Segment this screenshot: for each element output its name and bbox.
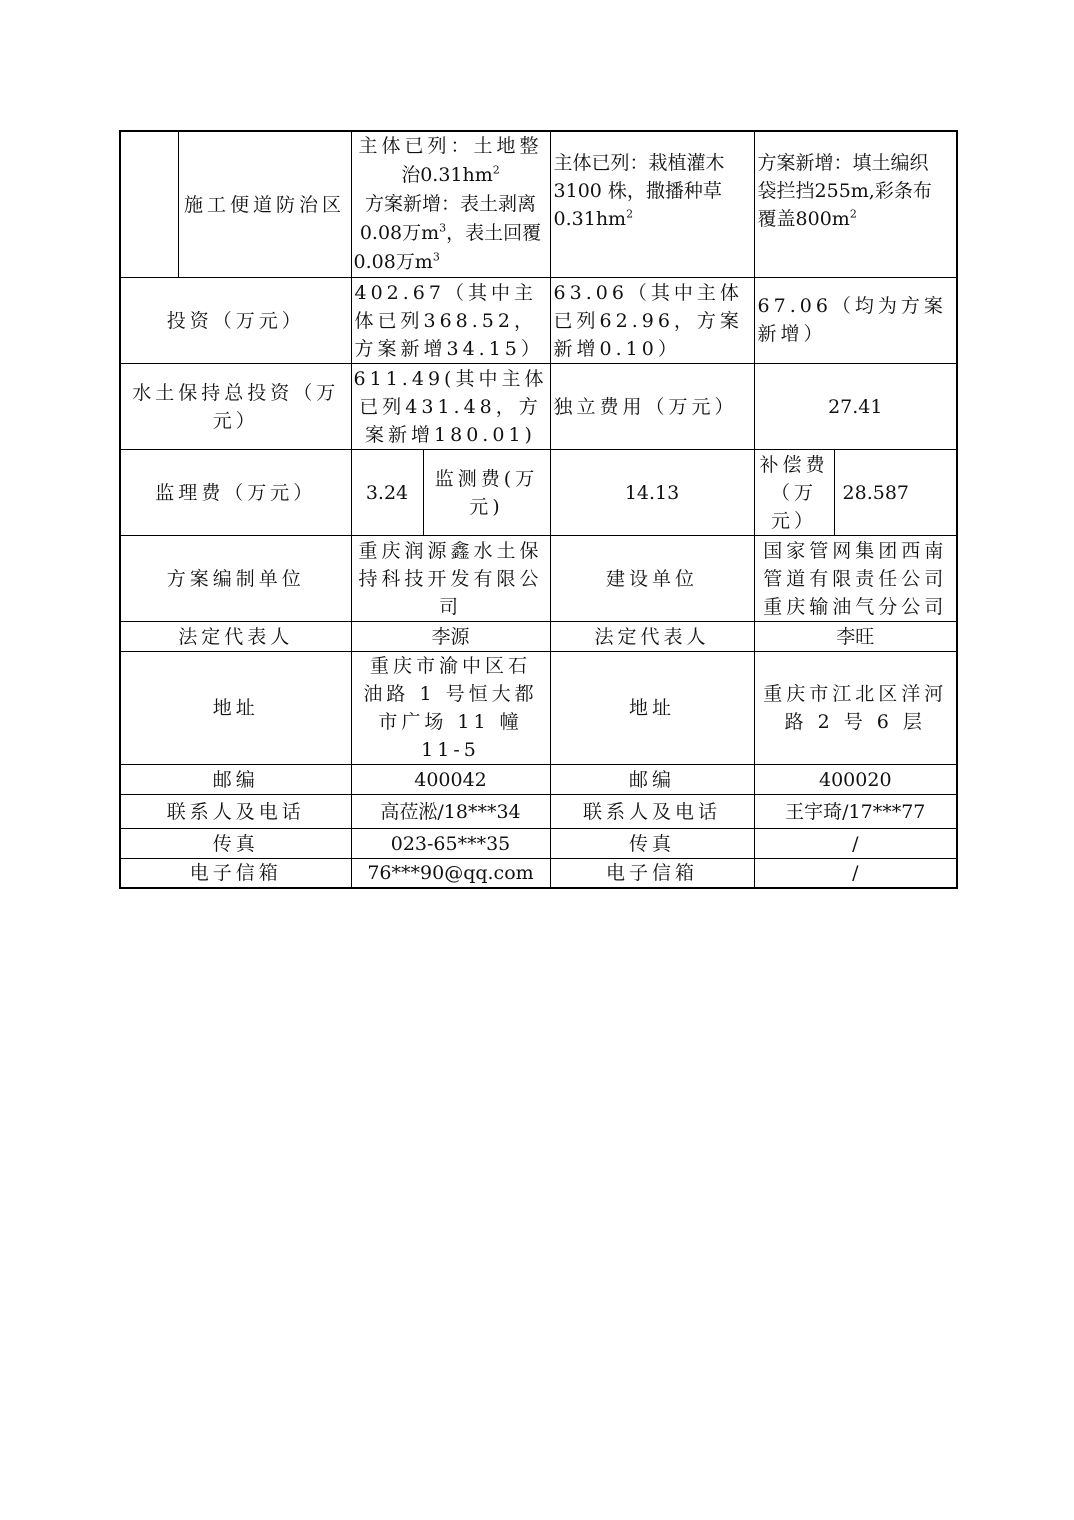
postcode-value-right: 400020 — [754, 765, 957, 795]
email-value-right: / — [754, 859, 957, 889]
legal-rep-label-left: 法定代表人 — [120, 622, 351, 652]
legal-rep-label-right: 法定代表人 — [550, 622, 754, 652]
investment-plant: 63.06（其中主体已列62.96，方案新增0.10） — [550, 278, 754, 364]
postcode-value-left: 400042 — [351, 765, 550, 795]
postcode-label-left: 邮编 — [120, 765, 351, 795]
temporary-line-1: 方案新增：填土编织 — [757, 151, 929, 174]
address-label-left: 地址 — [120, 652, 351, 765]
row-address — [120, 652, 957, 765]
monitoring-fee-value: 14.13 — [550, 450, 754, 536]
row-fax — [120, 829, 957, 859]
engineering-line-2: 治$0.31hm^2$ — [401, 163, 500, 186]
investment-engineering: 402.67（其中主体已列368.52，方案新增34.15） — [351, 278, 550, 364]
address-value-left: 重庆市渝中区石油路 1 号恒大都市广场 11 幢 11-5 — [351, 652, 550, 765]
total-investment-label: 水土保持总投资（万元） — [120, 364, 351, 450]
build-unit-label: 建设单位 — [550, 536, 754, 622]
investment-label: 投资（万元） — [120, 278, 351, 364]
engineering-line-1: 主体已列：土地整 — [358, 135, 543, 157]
plant-line-2: 3100 株，撒播种草 — [553, 179, 722, 202]
plant-line-1: 主体已列：栽植灌木 — [553, 151, 725, 174]
monitoring-fee-label: 监测费(万元) — [423, 450, 550, 536]
contact-label-left: 联系人及电话 — [120, 795, 351, 829]
row-postcode — [120, 765, 957, 795]
plan-unit-value: 重庆润源鑫水土保持科技开发有限公司 — [351, 536, 550, 622]
build-unit-value: 国家管网集团西南管道有限责任公司重庆输油气分公司 — [754, 536, 957, 622]
email-label-left: 电子信箱 — [120, 859, 351, 889]
fax-value-left: 023-65***35 — [351, 829, 550, 859]
contact-label-right: 联系人及电话 — [550, 795, 754, 829]
engineering-line-4: 0.08万$m^3$，表土回覆 — [359, 221, 542, 244]
plan-unit-label: 方案编制单位 — [120, 536, 351, 622]
total-investment-value: 611.49(其中主体已列431.48，方案新增180.01) — [351, 364, 550, 450]
postcode-label-right: 邮编 — [550, 765, 754, 795]
address-value-right: 重庆市江北区洋河路 2 号 6 层 — [754, 652, 957, 765]
legal-rep-value-left: 李源 — [351, 622, 550, 652]
contact-value-right: 王宇琦/17***77 — [754, 795, 957, 829]
compensation-fee-value: 28.587 — [834, 450, 957, 536]
row-units — [120, 536, 957, 622]
row-investment — [120, 278, 957, 364]
temporary-measures-cell — [754, 131, 957, 278]
zone-label: 施工便道防治区 — [178, 131, 351, 278]
plant-measures-cell — [550, 131, 754, 278]
engineering-line-3: 方案新增：表土剥离 — [365, 193, 537, 215]
plant-line-3: $0.31hm^2$ — [553, 207, 634, 230]
independent-fee-label: 独立费用（万元） — [550, 364, 754, 450]
fax-value-right: / — [754, 829, 957, 859]
fax-label-right: 传真 — [550, 829, 754, 859]
row-fees — [120, 450, 957, 536]
row-legal-rep — [120, 622, 957, 652]
row-construction-road — [120, 131, 957, 278]
temporary-line-3: 覆盖$800m^2$ — [757, 207, 857, 230]
email-value-left: 76***90@qq.com — [351, 859, 550, 889]
row-email — [120, 859, 957, 889]
row-total-investment — [120, 364, 957, 450]
supervision-fee-label: 监理费（万元） — [120, 450, 351, 536]
engineering-line-5: 0.08万$m^3$ — [353, 250, 440, 273]
water-soil-conservation-table — [119, 130, 958, 889]
row-contact — [120, 795, 957, 829]
compensation-fee-label: 补偿费（万元） — [754, 450, 834, 536]
fax-label-left: 传真 — [120, 829, 351, 859]
temporary-line-2: 袋拦挡255m,彩条布 — [757, 179, 932, 202]
contact-value-left: 高莅淞/18***34 — [351, 795, 550, 829]
investment-temporary: 67.06（均为方案新增） — [754, 278, 957, 364]
independent-fee-value: 27.41 — [754, 364, 957, 450]
engineering-measures-cell — [351, 131, 550, 278]
email-label-right: 电子信箱 — [550, 859, 754, 889]
supervision-fee-value: 3.24 — [351, 450, 423, 536]
address-label-right: 地址 — [550, 652, 754, 765]
empty-cell — [120, 131, 178, 278]
legal-rep-value-right: 李旺 — [754, 622, 957, 652]
